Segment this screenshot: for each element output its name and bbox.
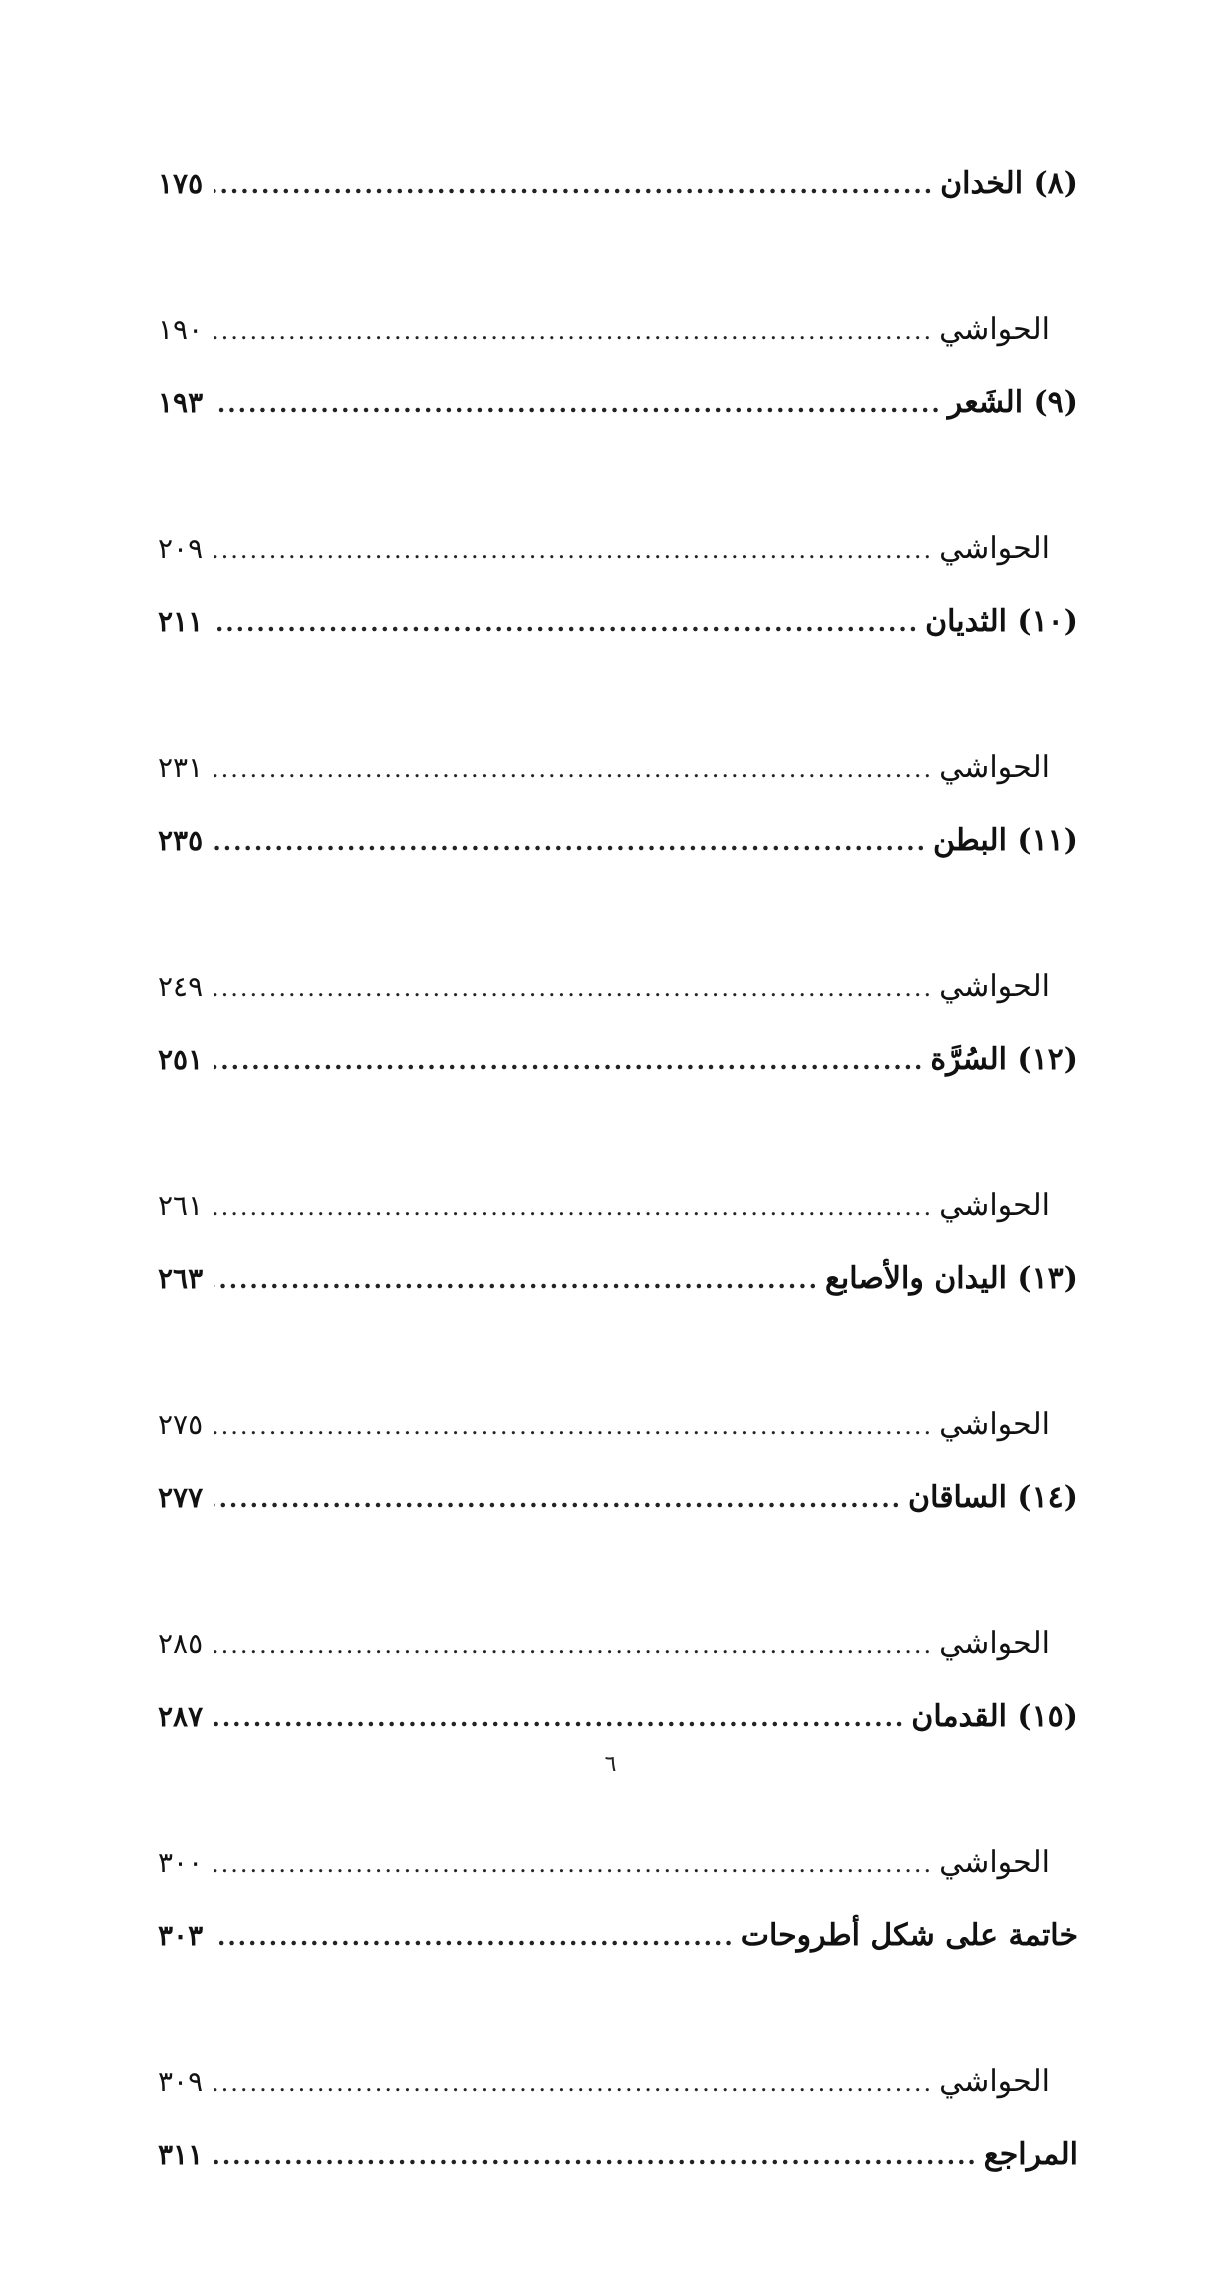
toc-entry <box>158 1916 1078 2062</box>
dot-leader <box>214 1187 933 1227</box>
dot-leader <box>214 311 933 351</box>
dot-leader <box>214 822 927 862</box>
toc-entry-page: ٢٨٧ <box>158 1700 204 1733</box>
toc-entry-page: ٢٧٥ <box>158 1408 204 1441</box>
toc-entry-title: الحواشي <box>939 312 1050 347</box>
toc-entry-title: (١٥) القدمان <box>911 1699 1078 1734</box>
dot-leader <box>214 1844 933 1884</box>
toc-entry-title: (٩) الشَعر <box>947 385 1078 420</box>
toc-entry-page: ٢٧٧ <box>158 1481 204 1514</box>
toc-entry <box>158 1478 1078 1624</box>
dot-leader <box>214 2063 933 2103</box>
toc-entry-page: ٣٠٩ <box>158 2065 204 2098</box>
dot-leader <box>214 968 933 1008</box>
dot-leader <box>214 384 942 424</box>
dot-leader <box>214 530 933 570</box>
toc-entry <box>158 1259 1078 1405</box>
toc-entry-page: ١٩٠ <box>158 313 204 346</box>
toc-entry <box>158 602 1078 748</box>
toc-entry-page: ٢٦١ <box>158 1189 204 1222</box>
toc-entry-title: (١١) البطن <box>932 823 1078 858</box>
dot-leader <box>214 1479 902 1519</box>
dot-leader <box>214 2136 978 2176</box>
toc-subentry <box>158 1405 1078 1478</box>
toc-entry-title: (١٣) اليدان والأصابع <box>824 1261 1078 1296</box>
toc-subentry <box>158 2062 1078 2135</box>
toc-entry-page: ٢٥١ <box>158 1043 204 1076</box>
toc-entry-title: (١٠) الثديان <box>925 604 1078 639</box>
dot-leader <box>214 165 934 205</box>
toc-entry-title: الحواشي <box>939 1188 1050 1223</box>
dot-leader <box>214 1406 933 1446</box>
dot-leader <box>214 1041 924 1081</box>
toc-subentry <box>158 529 1078 602</box>
toc-entry-title: الحواشي <box>939 750 1050 785</box>
toc-entry-title: (٨) الخدان <box>940 166 1078 201</box>
toc-subentry <box>158 748 1078 821</box>
toc-subentry <box>158 967 1078 1040</box>
toc-entry-page: ٣٠٠ <box>158 1846 204 1879</box>
dot-leader <box>214 749 933 789</box>
toc-entry-page: ٢٦٣ <box>158 1262 204 1295</box>
toc-subentry <box>158 310 1078 383</box>
toc-subentry <box>158 1843 1078 1916</box>
toc-entry-title: الحواشي <box>939 969 1050 1004</box>
toc-entry-title: (١٢) السُرَّة <box>930 1042 1078 1077</box>
toc-entry-page: ٢٨٥ <box>158 1627 204 1660</box>
toc-entry-title: الحواشي <box>939 531 1050 566</box>
toc-entry-page: ٢٣١ <box>158 751 204 784</box>
toc-entry-title: الحواشي <box>939 1407 1050 1442</box>
dot-leader <box>214 1917 735 1957</box>
toc-entry-page: ٢١١ <box>158 605 204 638</box>
toc-entry-title: المراجع <box>983 2137 1078 2172</box>
toc-entry-page: ٣١١ <box>158 2138 204 2171</box>
toc-subentry <box>158 1624 1078 1697</box>
toc-entry-page: ١٩٣ <box>158 386 204 419</box>
toc-entry-page: ٣٠٣ <box>158 1919 204 1952</box>
toc-entry-page: ٢٤٩ <box>158 970 204 1003</box>
toc-entry-title: الحواشي <box>939 1845 1050 1880</box>
toc-entry <box>158 383 1078 529</box>
toc-entry <box>158 164 1078 310</box>
toc-entry-page: ١٧٥ <box>158 167 204 200</box>
toc-entry <box>158 2135 1078 2281</box>
toc-entry-page: ٢٣٥ <box>158 824 204 857</box>
toc-subentry <box>158 1186 1078 1259</box>
toc-entry-page: ٢٠٩ <box>158 532 204 565</box>
dot-leader <box>214 1260 819 1300</box>
dot-leader <box>214 1625 933 1665</box>
dot-leader <box>214 1698 905 1738</box>
toc-entry <box>158 821 1078 967</box>
toc-entry-title: (١٤) الساقان <box>908 1480 1078 1515</box>
page-number: ٦ <box>604 1752 617 1777</box>
toc-entry <box>158 1040 1078 1186</box>
dot-leader <box>214 603 919 643</box>
toc-entry-title: الحواشي <box>939 1626 1050 1661</box>
table-of-contents <box>158 164 1078 2281</box>
toc-entry-title: خاتمة على شكل أطروحات <box>740 1918 1078 1953</box>
toc-entry-title: الحواشي <box>939 2064 1050 2099</box>
